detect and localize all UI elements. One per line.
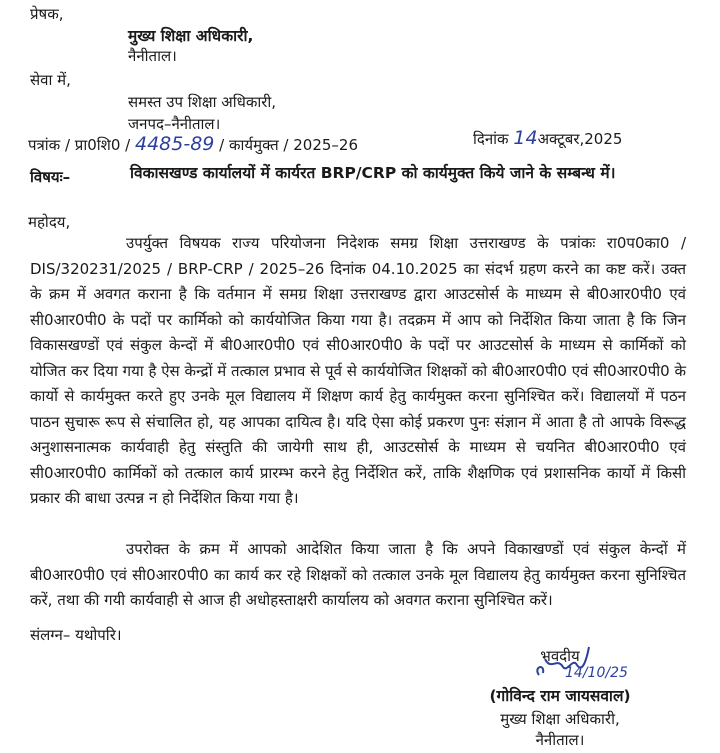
signatory-place: नैनीताल। <box>535 731 585 749</box>
recipient-place: जनपद–नैनीताल। <box>128 115 221 133</box>
sender-designation: मुख्य शिक्षा अधिकारी, <box>128 27 254 45</box>
handwritten-sign-date: 14/10/25 <box>565 665 628 681</box>
reference-suffix: / कार्यमुक्त / 2025–26 <box>219 136 359 154</box>
signatory-designation: मुख्य शिक्षा अधिकारी, <box>500 710 620 728</box>
recipient-designation: समस्त उप शिक्षा अधिकारी, <box>128 93 277 111</box>
handwritten-date-day: 14 <box>513 127 538 149</box>
subject-label: विषयः– <box>30 168 71 186</box>
date-label: दिनांक <box>473 130 509 148</box>
letter-date <box>473 128 622 149</box>
closing: भवदीय <box>540 647 580 665</box>
body-paragraph-2-text: उपरोक्त के क्रम में आपको आदेशित किया जाता है कि अपने विकाखण्डों एवं संकुल केन्दों में बी0आर0पी0 एवं सी0आर0पी0 का कार्य कर रहे शिक्षकों को तत्काल उनके मूल विद्यालय हेतु कार्यमुक्त करना सुनिश्चित करें, तथा की गयी कार्यवाही से आज ही अधोहस्ताक्षरी कार्यालय को अवगत कराना सुनिश्चित करें। <box>30 540 686 609</box>
signatory-name: (गोविन्द राम जायसवाल) <box>489 687 631 705</box>
subject-text: विकासखण्ड कार्यालयों में कार्यरत BRP/CRP को कार्यमुक्त किये जाने के सम्बन्ध में। <box>130 164 616 182</box>
salutation: महोदय, <box>28 213 71 231</box>
sender-label: प्रेषक, <box>30 5 64 23</box>
reference-prefix: पत्रांक / प्रा0शि0 / <box>28 136 131 154</box>
date-rest: अक्टूबर,2025 <box>537 130 623 148</box>
body-paragraph-1-text: उपर्युक्त विषयक राज्य परियोजना निदेशक समग्र शिक्षा उत्तराखण्ड के पत्रांकः रा0प0का0 / DIS/320231/2025 / BRP-CRP / 2025–26 दिनांक 04.10.2025 का संदर्भ ग्रहण करने का कष्ट करें। उक्त के क्रम में अवगत कराना है कि वर्तमान में समग्र शिक्षा उत्तराखण्ड द्वारा आउटसोर्स के माध्यम से बी0आर0पी0 एवं सी0आर0पी0 के पदों पर कार्मिको को कार्ययोजित किया गया है। तदक्रम में आप को निर्देशित किया जाता है कि जिन विकासखण्डों एवं संकुल केन्दों में बी0आर0पी0 एवं सी0आर0पी0 के पदों पर आउटसोर्स के माध्यम से कार्मिकों को योजित कर दिया गया है ऐस केन्द्रों में तत्काल प्रभाव से पूर्व से कार्ययोजित शिक्षकों को बी0आर0पी0 एवं सी0आर0पी0 के कार्यो से कार्यमुक्त करते हुए उनके मूल विद्यालय में शिक्षण कार्य हेतु कार्यमुक्त करना सुनिश्चित करें। विद्यालयों में पठन पाठन सुचारू रूप से संचालित हो, यह आपका दायित्व है। यदि ऐसा कोई प्रकरण पुनः संज्ञान में आता है तो आपके विरूद्ध अनुशासनात्मक कार्यवाही हेतु संस्तुति की जायेगी साथ ही, आउटसोर्स के माध्यम से चयनित बी0आर0पी0 एवं सी0आर0पी0 कार्मिकों को तत्काल कार्य प्रारम्भ करने हेतु निर्देशित करें, ताकि शैक्षणिक एवं प्रशासनिक कार्यो में किसी प्रकार की बाधा उत्पन्न न हो निर्देशित किया गया है। <box>30 234 686 507</box>
recipient-label: सेवा में, <box>30 71 71 89</box>
sender-place: नैनीताल। <box>128 47 177 65</box>
reference-line <box>28 134 358 155</box>
handwritten-letter-number: 4485-89 <box>135 133 215 155</box>
body-paragraph-2 <box>30 537 686 614</box>
enclosure-note: संलग्न– यथोपरि। <box>30 626 122 644</box>
body-paragraph-1 <box>30 231 686 512</box>
